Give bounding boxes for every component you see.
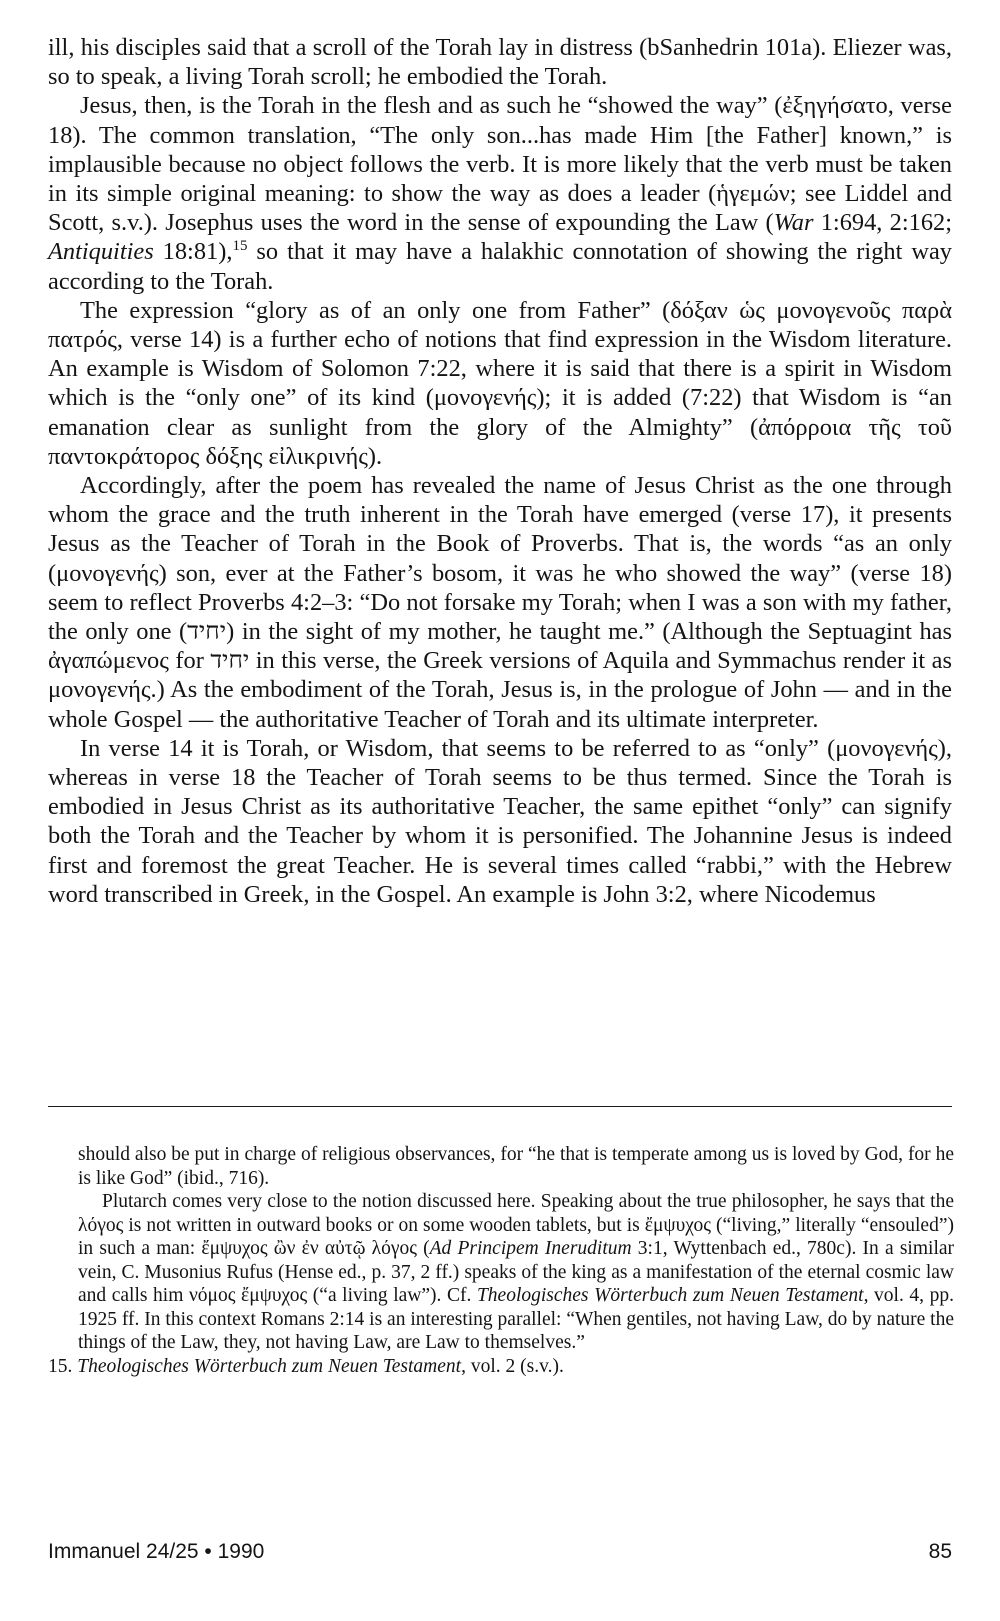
- war-title: War: [773, 209, 814, 237]
- footnote-plutarch: [78, 1190, 954, 1355]
- footnote-15-text: , vol. 2 (s.v.).: [461, 1355, 564, 1377]
- paragraph-5: [48, 734, 952, 909]
- paragraph-3: [48, 296, 952, 471]
- footnote-15-number: 15.: [48, 1355, 73, 1377]
- paragraph-2-text: Jesus, then, is the Torah in the flesh and as such he “showed the way” (ἐξηγήσατο, verse 18). The common translation, “The only son...has made Him [the Father] known,” is implausible because no object follows the verb. It is more likely that the verb must be taken in its simple original meaning: to show the way as does a leader (ἡγεμών; see Liddel and Scott, s.v.). Josephus uses the word in the sense of expounding the Law (: [48, 92, 952, 237]
- page-number: 85: [928, 1540, 952, 1563]
- footnote-plutarch-text: Plutarch comes very close to the notion discussed here. Speaking about the true philosopher, he says that the λόγος is not written in outward books or on some wooden tablets, but is ἔμψυχος (“living,” literally “ensouled”) in such a man: ἔμψυχος ὢν ἐν αὐτῷ λόγος (: [78, 1191, 954, 1259]
- footnote-15-title: Theologisches Wörterbuch zum Neuen Testament: [77, 1355, 462, 1377]
- journal-name: Immanuel 24/25 • 1990: [48, 1540, 265, 1563]
- footnotes: [48, 1143, 955, 1378]
- paragraph-2-text-d: so that it may have a halakhic connotation of showing the right way according to the Torah.: [48, 238, 952, 295]
- antiquities-title: Antiquities: [48, 238, 154, 266]
- paragraph-2-text-b: 1:694, 2:162;: [813, 209, 952, 237]
- paragraph-1-text: ill, his disciples said that a scroll of the Torah lay in distress (bSanhedrin 101a). Eliezer was, so to speak, a living Torah scroll; he embodied the Torah.: [48, 34, 952, 91]
- paragraph-4: [48, 471, 952, 734]
- paragraph-5-text: In verse 14 it is Torah, or Wisdom, that seems to be referred to as “only” (μονογενής), whereas in verse 18 the Teacher of Torah seems to be thus termed. Since the Torah is embodied in Jesus Christ as its authoritative Teacher, the same epithet “only” can signify both the Torah and the Teacher by whom it is personified. The Johannine Jesus is indeed first and foremost the great Teacher. He is several times called “rabbi,” with the Hebrew word transcribed in Greek, in the Gospel. An example is John 3:2, where Nicodemus: [48, 734, 952, 908]
- main-text: [48, 33, 952, 909]
- paragraph-2-text-c: 18:81),: [153, 238, 233, 266]
- footnote-divider: [48, 1106, 952, 1107]
- paragraph-4-text: Accordingly, after the poem has revealed the name of Jesus Christ as the one through whom the grace and the truth inherent in the Torah have emerged (verse 17), it presents Jesus as the Teacher of Torah in the Book of Proverbs. That is, the words “as an only (μονογενής) son, ever at the Father’s bosom, it was he who showed the way” (verse 18) seem to reflect Proverbs 4:2–3: “Do not forsake my Torah; when I was a son with my father, the only one (יחיד) in the sight of my mother, he taught me.” (Although the Septuagint has ἀγαπώμενος for יחיד in this verse, the Greek versions of Aquila and Symmachus render it as μονογενής.) As the embodiment of the Torah, Jesus is, in the prologue of John — and in the whole Gospel — the authoritative Teacher of Torah and its ultimate interpreter.: [48, 472, 953, 733]
- footnote-15: [48, 1355, 954, 1379]
- twnt-title: Theologisches Wörterbuch zum Neuen Testament: [476, 1285, 864, 1306]
- ad-principem-title: Ad Principem Ineruditum: [429, 1238, 632, 1259]
- paragraph-1: [48, 33, 952, 91]
- footnote-continuation: [78, 1143, 954, 1190]
- footnote-ref-15: 15: [232, 238, 248, 255]
- paragraph-2: [48, 91, 952, 295]
- paragraph-3-text: The expression “glory as of an only one from Father” (δόξαν ὡς μονογενοῦς παρὰ πατρός, verse 14) is a further echo of notions that find expression in the Wisdom literature. An example is Wisdom of Solomon 7:22, where it is said that there is a spirit in Wisdom which is the “only one” of its kind (μονογενής); it is added (7:22) that Wisdom is “an emanation clear as sunlight from the glory of the Almighty” (ἀπόρροια τῆς τοῦ παντοκράτορος δόξης εἰλικρινής).: [48, 296, 952, 470]
- footnote-plutarch-text-c: , vol. 4, pp. 1925 ff. In this context Romans 2:14 is an interesting parallel: “When gentiles, not having Law, do by nature the things of the Law, they, not having Law, are Law to themselves.”: [78, 1285, 954, 1353]
- footnote-continuation-text: should also be put in charge of religious observances, for “he that is temperate among us is loved by God, for he is like God” (ibid., 716).: [78, 1144, 954, 1189]
- footnote-plutarch-text-b: 3:1, Wyttenbach ed., 780c). In a similar vein, C. Musonius Rufus (Hense ed., p. 37, 2 ff.) speaks of the king as a manifestation of the eternal cosmic law and calls him νόμος ἔμψυχος (“a living law”). Cf.: [78, 1238, 955, 1306]
